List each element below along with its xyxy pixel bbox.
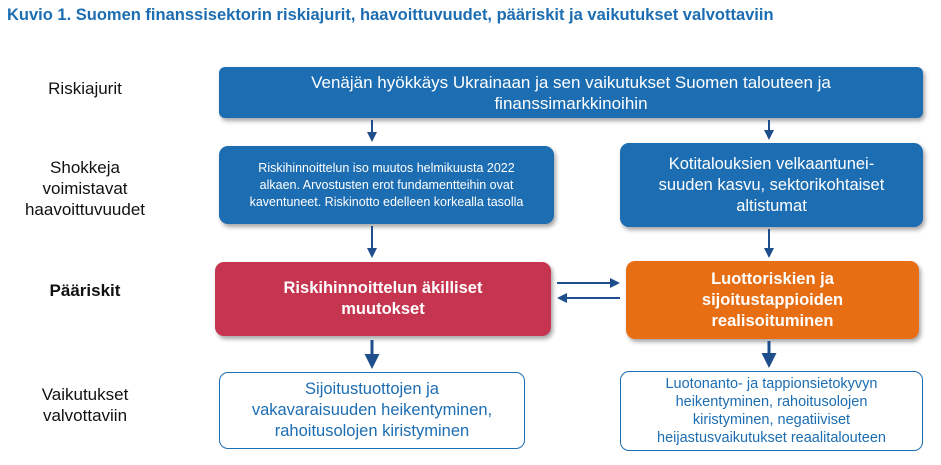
main-risk-left-line: Riskihinnoittelun äkilliset	[283, 279, 483, 297]
driver-line: finanssimarkkinoihin	[494, 93, 648, 113]
impact-right-line: heikentyminen, rahoitusolojen	[675, 394, 868, 410]
driver-line: Venäjän hyökkäys Ukrainaan ja sen vaikutukset Suomen talouteen ja	[311, 72, 831, 92]
figure-title: Kuvio 1. Suomen finanssisektorin riskiajurit, haavoittuvuudet, pääriskit ja vaikutukset valvottaviin	[7, 6, 774, 24]
main-risk-right-line: Luottoriskien ja	[711, 269, 834, 288]
row-label-line: Shokkeja	[50, 158, 120, 177]
row-label-line: Vaikutukset	[41, 385, 129, 404]
row-label-line: haavoittuvuudet	[24, 200, 146, 219]
vulnerability-right-line: Kotitalouksien velkaantunei-	[668, 154, 875, 173]
impact-left-line: vakavaraisuuden heikentyminen,	[251, 401, 493, 419]
vulnerability-left-line: kaventuneet. Riskinotto edelleen korkealla tasolla	[249, 194, 524, 209]
impact-right-line: heijastusvaikutukset reaalitalouteen	[657, 430, 886, 446]
impact-right-line: Luotonanto- ja tappionsietokyvyn	[665, 376, 878, 392]
impact-right-line: kiristyminen, negatiiviset	[692, 412, 851, 428]
row-label-text: Pääriskit	[49, 281, 121, 300]
row-label-line: valvottaviin	[42, 406, 128, 425]
vulnerability-left-line: alkaen. Arvostusten erot fundamentteihin ovat	[259, 177, 514, 192]
row-label-text: Riskiajurit	[48, 79, 122, 98]
main-risk-right-line: realisoituminen	[711, 311, 834, 330]
vulnerability-right-line: suuden kasvu, sektorikohtaiset	[658, 175, 885, 194]
main-risk-left-line: muutokset	[341, 300, 425, 318]
impact-left-line: Sijoitustuottojen ja	[305, 380, 439, 398]
row-label-line: voimistavat	[42, 179, 128, 198]
vulnerability-left-line: Riskihinnoittelun iso muutos helmikuusta 2022	[258, 160, 515, 175]
vulnerability-right-line: altistumat	[736, 196, 807, 215]
main-risk-right-line: sijoitustappioiden	[701, 290, 844, 309]
impact-left-line: rahoitusolojen kiristyminen	[274, 422, 470, 440]
